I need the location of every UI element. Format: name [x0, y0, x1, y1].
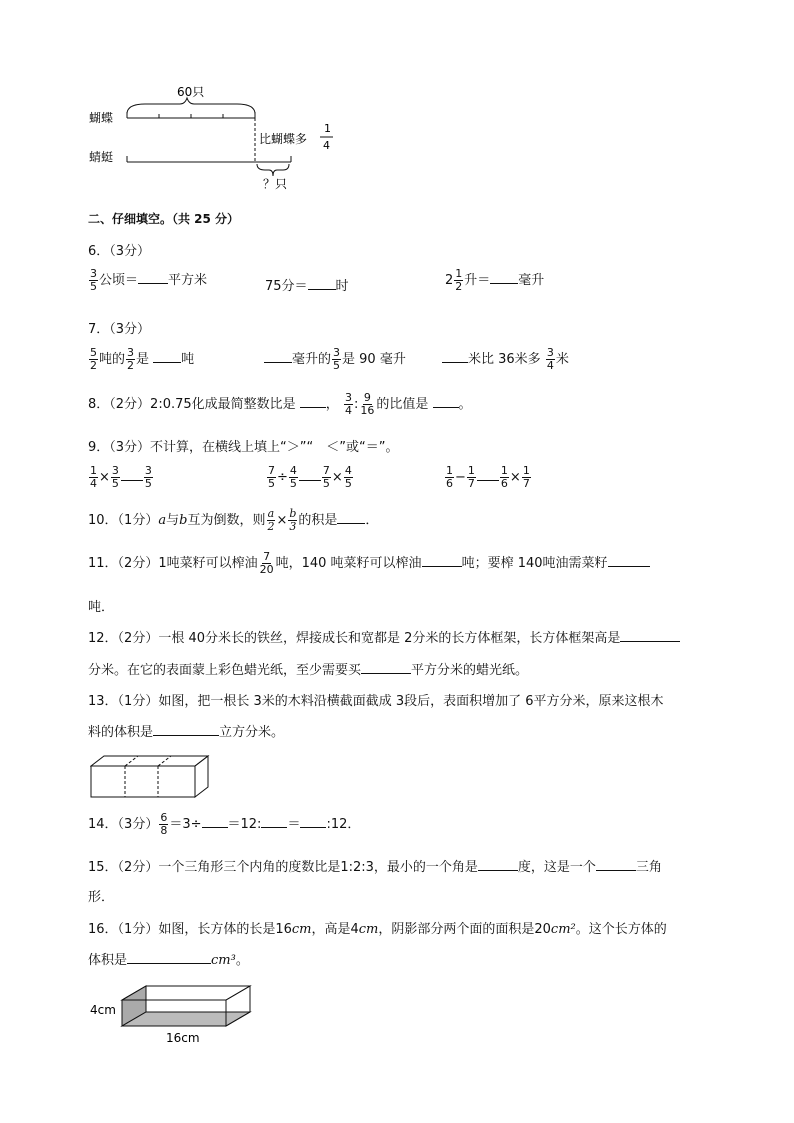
q15-line-2: 形．: [88, 890, 115, 905]
height-label: 4cm: [90, 1003, 116, 1017]
q8-blank-1[interactable]: [300, 395, 326, 408]
q7b-blank[interactable]: [264, 350, 292, 363]
q11-line-2: 吨．: [88, 600, 115, 615]
q13-blank[interactable]: [153, 723, 219, 736]
q11-blank-2[interactable]: [608, 554, 650, 567]
q7c-blank[interactable]: [442, 350, 468, 363]
q9b-blank[interactable]: [299, 471, 321, 481]
q10-line: 10．（1分）a与b互为倒数，则 $\frac{a}{2}$ × $\frac{b}{3}$ 的积是 ．: [88, 507, 379, 533]
q7-number: 7．（3分）: [88, 322, 151, 337]
q16-line-2: 体积是 cm³。: [88, 953, 249, 968]
diagram1-top-label: 60只: [177, 85, 205, 99]
q15-blank-2[interactable]: [596, 858, 636, 871]
q12-line-1: 12．（2分）一根 40分米长的铁丝，焊接成长和宽都是 2分米的长方体框架，长方体框架高是: [88, 627, 680, 646]
q14-blank-3[interactable]: [300, 815, 326, 828]
cuboid-figure: [88, 980, 258, 1046]
diagram1-note-frac-d: 4: [323, 139, 330, 152]
diagram1-row1-label: 蝴蝶: [89, 111, 114, 125]
q13-line-1: 13．（1分）如图，把一根长 3米的木料沿横截面截成 3段后，表面积增加了 6平方分米，原来这根木: [88, 694, 664, 709]
q7a-blank[interactable]: [153, 350, 181, 363]
q14-blank-2[interactable]: [261, 815, 287, 828]
section-heading: 二、仔细填空。（共 25 分）: [88, 212, 240, 226]
q11-blank-1[interactable]: [422, 554, 462, 567]
q7-part-c: 米比 36米多 $\frac{3}{4}$ 米: [442, 347, 569, 372]
q7-part-a: $\frac{5}{2}$ 吨的 $\frac{3}{2}$ 是 吨: [90, 346, 195, 372]
q16-line-1: 16．（1分）如图，长方体的长是16cm，高是4cm，阴影部分两个面的面积是20cm²。这个长方体的: [88, 922, 667, 937]
q16-blank[interactable]: [127, 951, 211, 964]
log-cut-figure: [90, 754, 210, 800]
diagram1-note-frac-n: 1: [324, 122, 331, 135]
q14-blank-1[interactable]: [202, 815, 228, 828]
q6-part-c: 2 $\frac{1}{2}$ 升＝ 毫升: [445, 267, 545, 293]
q9-part-a: $\frac{1}{4}$ × $\frac{3}{5}$ $\frac{3}{5}$: [90, 464, 152, 490]
diagram1-question: ？只: [263, 177, 288, 191]
length-label: 16cm: [166, 1031, 200, 1045]
q13-line-2: 料的体积是 立方分米。: [88, 725, 285, 740]
q12-blank-2[interactable]: [361, 661, 411, 674]
q9-line: 9．（3分）不计算，在横线上填上“＞”“ ＜”或“＝”。: [88, 440, 399, 455]
q9a-blank[interactable]: [121, 471, 143, 481]
q6-part-a: $\frac{3}{5}$ 公顷＝ 平方米: [90, 267, 208, 293]
q7-part-b: 毫升的 $\frac{3}{5}$ 是 90 毫升: [264, 347, 406, 372]
q6-number: 6．（3分）: [88, 244, 151, 259]
q6b-blank[interactable]: [308, 277, 336, 290]
q9c-blank[interactable]: [477, 471, 499, 481]
q15-line-1: 15．（2分）一个三角形三个内角的度数比是1:2:3，最小的一个角是 度，这是一个 三角: [88, 860, 662, 875]
butterfly-dragonfly-diagram: [85, 82, 355, 194]
q11-line-1: 11．（2分）1吨菜籽可以榨油 $\frac{7}{20}$ 吨，140 吨菜籽可以榨油 吨；要榨 140吨油需菜籽: [88, 551, 650, 576]
q10-blank[interactable]: [337, 511, 365, 524]
q6c-blank[interactable]: [490, 271, 518, 284]
q6a-blank[interactable]: [138, 271, 168, 284]
q8-line: 8．（2分）2:0.75化成最简整数比是 ， $\frac{3}{4}$ : $\frac{9}{16}$ 的比值是 。: [88, 391, 472, 417]
q8-blank-2[interactable]: [433, 395, 459, 408]
q14-line: 14．（3分） $\frac{6}{8}$ ＝3÷ ＝12: ＝ :12．: [88, 811, 361, 837]
diagram1-note-text: 比蝴蝶多: [259, 132, 308, 146]
q9-part-b: $\frac{7}{5}$ ÷ $\frac{4}{5}$ $\frac{7}{5}$ × $\frac{4}{5}$: [268, 464, 352, 490]
q15-blank-1[interactable]: [478, 858, 518, 871]
q6-part-b: 75分＝ 时: [265, 279, 349, 294]
q12-blank-1[interactable]: [620, 629, 680, 642]
diagram1-row2-label: 蜻蜓: [89, 150, 114, 164]
q12-line-2: 分米。在它的表面蒙上彩色蜡光纸，至少需要买 平方分米的蜡光纸。: [88, 663, 529, 678]
q9-part-c: $\frac{1}{6}$ − $\frac{1}{7}$ $\frac{1}{6}$ × $\frac{1}{7}$: [446, 464, 530, 490]
